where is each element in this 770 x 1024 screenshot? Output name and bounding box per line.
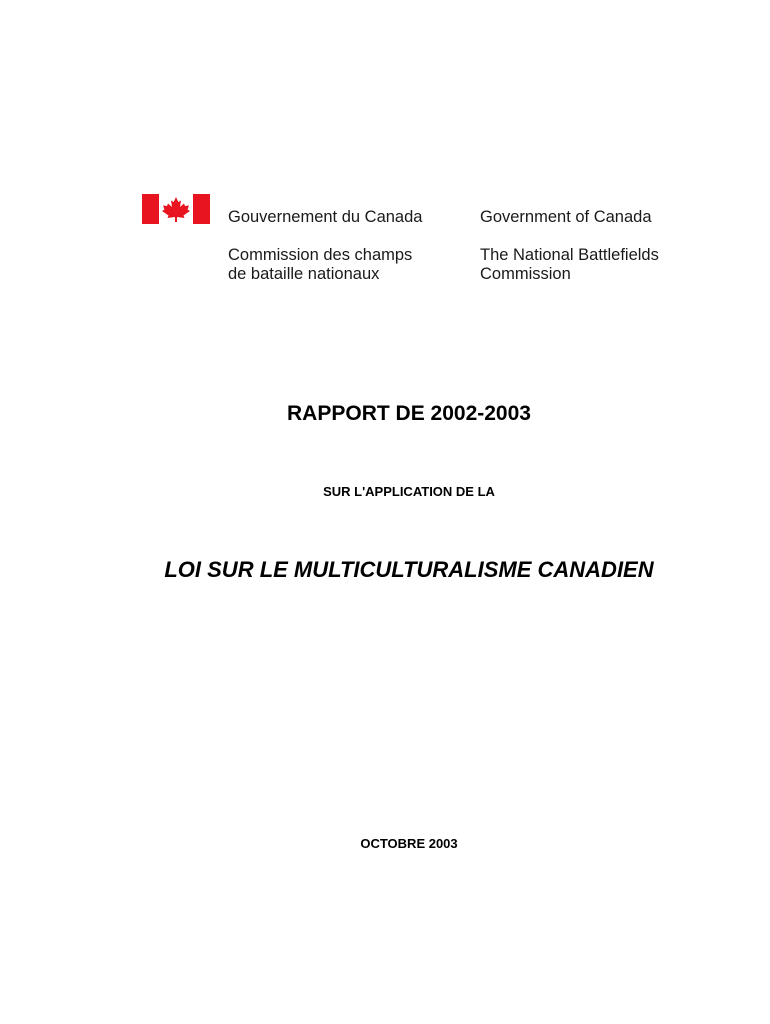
canada-flag-icon	[142, 194, 210, 224]
government-name-french: Gouvernement du Canada	[228, 208, 423, 226]
department-name-french-line1: Commission des champs	[228, 246, 413, 264]
department-name-french-line2: de bataille nationaux	[228, 265, 380, 283]
department-name-english	[480, 246, 659, 284]
department-name-french	[228, 246, 412, 284]
report-title: RAPPORT DE 2002-2003	[287, 402, 531, 425]
department-name-english-line2: Commission	[480, 265, 571, 283]
department-name-english-line1: The National Battlefields	[480, 246, 659, 264]
government-name-english: Government of Canada	[480, 208, 652, 226]
report-subtitle: SUR L'APPLICATION DE LA	[323, 484, 495, 499]
report-date: OCTOBRE 2003	[360, 836, 458, 851]
law-title: LOI SUR LE MULTICULTURALISME CANADIEN	[164, 557, 654, 582]
